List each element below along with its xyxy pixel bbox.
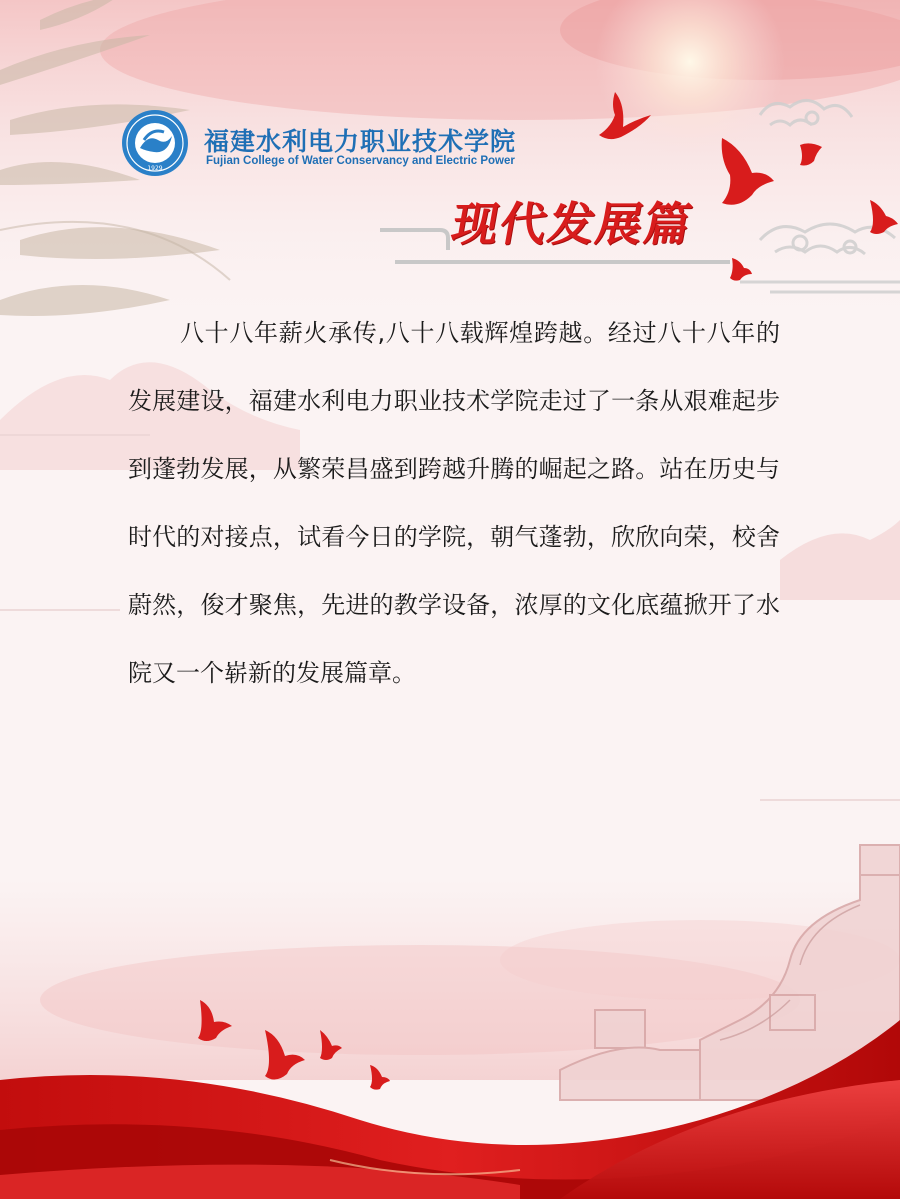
college-name-en: Fujian College of Water Conservancy and Electric Power — [206, 155, 515, 167]
section-title: 现代发展篇 — [447, 197, 698, 251]
college-logo — [120, 108, 520, 180]
college-emblem-icon — [120, 108, 190, 178]
body-paragraph: 八十八年薪火承传,八十八载辉煌跨越。经过八十八年的发展建设，福建水利电力职业技术学院走过了一条从艰难起步到蓬勃发展，从繁荣昌盛到跨越升腾的崛起之路。站在历史与时代的对接点，试看今日的学院，朝气蓬勃，欣欣向荣，校舍蔚然，俊才聚焦，先进的教学设备，浓厚的文化底蕴掀开了水院又一个崭新的发展篇章。 — [128, 319, 780, 687]
college-name-cn: 福建水利电力职业技术学院 — [204, 127, 517, 156]
emblem-year: 1929 — [147, 165, 163, 172]
